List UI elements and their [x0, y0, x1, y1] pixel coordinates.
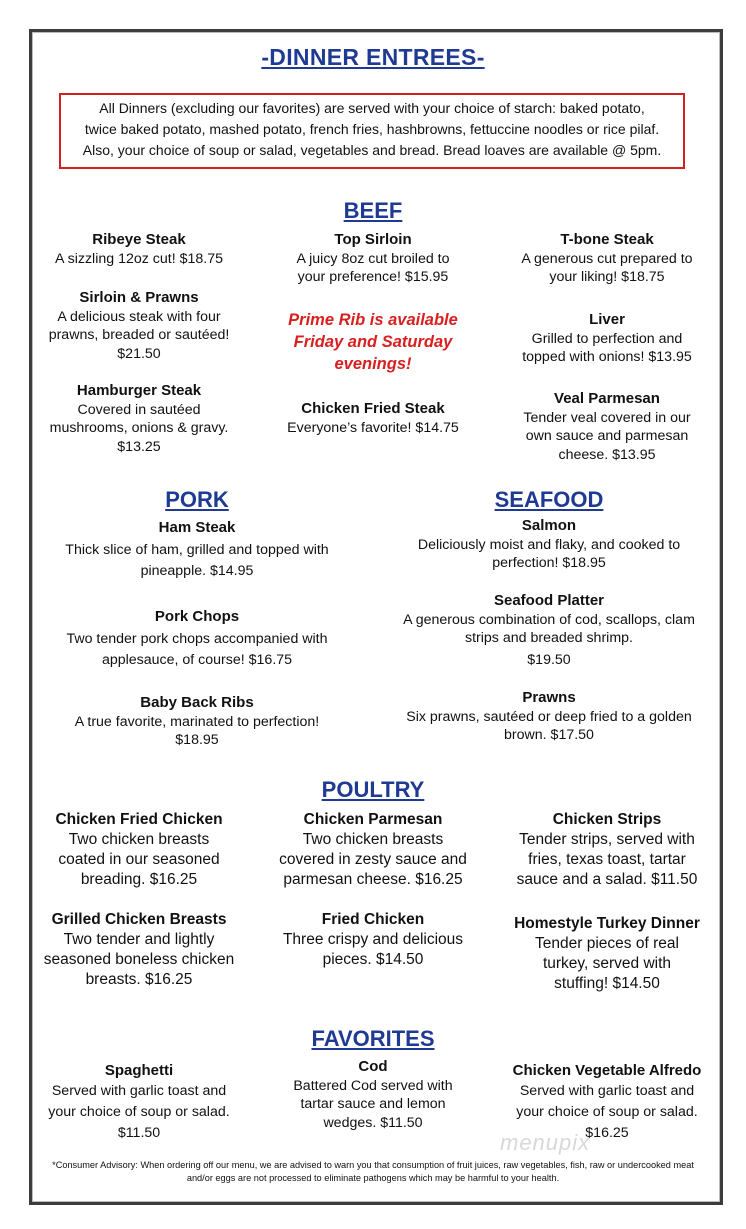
item-desc: $21.50: [117, 345, 161, 362]
notice-line: Prime Rib is available: [288, 311, 458, 329]
menu-item-veal-parmesan: [507, 390, 707, 464]
item-name: Ham Steak: [158, 519, 236, 536]
consumer-advisory: [40, 1159, 706, 1185]
item-name: Sirloin & Prawns: [79, 289, 199, 306]
menu-item-salmon: [389, 517, 709, 573]
menu-item-baby-back-ribs: [47, 694, 347, 750]
item-desc: pineapple. $14.95: [140, 563, 254, 579]
menu-item-top-sirloin: [273, 231, 473, 287]
item-desc: applesauce, of course! $16.75: [101, 652, 293, 668]
item-desc: Tender veal covered in our: [523, 409, 691, 426]
item-name: Top Sirloin: [334, 231, 412, 248]
menu-item-fried-chicken: [263, 910, 483, 970]
menu-item-sirloin-prawns: [39, 289, 239, 363]
watermark: menupix: [500, 1130, 591, 1155]
item-desc: $13.25: [117, 438, 161, 455]
menu-item-chicken-strips: [497, 810, 717, 890]
item-desc: breading. $16.25: [80, 871, 198, 888]
item-desc: your liking! $18.75: [549, 269, 665, 285]
item-desc: turkey, served with: [542, 955, 672, 972]
item-name: Hamburger Steak: [76, 382, 202, 399]
menu-item-chicken-fried-chicken: [34, 810, 244, 890]
item-desc: Two chicken breasts: [68, 831, 210, 848]
item-desc: sauce and a salad. $11.50: [516, 871, 698, 888]
advisory-line: *Consumer Advisory: When ordering off our menu, we are advised to warn you that consumption of fruit juices, raw vegetables, fish, raw or undercooked meat: [52, 1160, 694, 1170]
item-name: Homestyle Turkey Dinner: [514, 915, 700, 932]
item-desc: parmesan cheese. $16.25: [283, 871, 463, 888]
item-desc: $18.95: [175, 732, 219, 748]
seafood-heading: SEAFOOD: [494, 487, 604, 512]
menu-item-chicken-parmesan: [263, 810, 483, 890]
item-desc: Covered in sautéed: [77, 401, 201, 418]
menu-item-tbone: [507, 231, 707, 287]
item-desc: Tender strips, served with: [519, 831, 695, 848]
item-desc: strips and breaded shrimp.: [465, 630, 633, 646]
item-desc: Two chicken breasts: [302, 831, 444, 848]
item-desc: Battered Cod served with: [293, 1077, 453, 1094]
item-name: Ribeye Steak: [92, 231, 186, 248]
item-desc: A delicious steak with four: [57, 308, 221, 325]
item-name: Chicken Strips: [552, 811, 662, 828]
item-desc: Served with garlic toast and: [519, 1083, 695, 1099]
item-desc: seasoned boneless chicken: [43, 951, 235, 968]
item-desc: Deliciously moist and flaky, and cooked to: [417, 536, 681, 553]
item-desc: A sizzling 12oz cut! $18.75: [55, 250, 223, 267]
item-name: Prawns: [522, 689, 576, 706]
menu-item-spaghetti: [34, 1060, 244, 1144]
item-desc: $11.50: [117, 1125, 161, 1141]
item-desc: Tender pieces of real: [535, 935, 679, 952]
item-desc: your choice of soup or salad.: [48, 1104, 230, 1120]
item-desc: Everyone’s favorite! $14.75: [287, 419, 459, 436]
item-desc: $19.50: [527, 651, 571, 668]
item-desc: tartar sauce and lemon: [300, 1096, 446, 1112]
item-name: Chicken Fried Steak: [301, 400, 445, 417]
item-desc: coated in our seasoned: [58, 851, 220, 868]
item-desc: wedges. $11.50: [323, 1114, 423, 1131]
advisory-line: and/or eggs are not processed to eliminate pathogens which may be harmful to your health.: [186, 1173, 560, 1183]
menu-item-ham-steak: [47, 519, 347, 581]
item-name: Grilled Chicken Breasts: [51, 911, 227, 928]
item-desc: Grilled to perfection and: [531, 330, 683, 347]
item-name: Seafood Platter: [493, 592, 605, 609]
menu-item-homestyle-turkey-dinner: [497, 914, 717, 994]
note-line: twice baked potato, mashed potato, french fries, hashbrowns, fettuccine noodles or rice pilaf.: [84, 121, 660, 137]
item-desc: $16.25: [585, 1125, 629, 1141]
menu-item-cod: [263, 1058, 483, 1132]
item-desc: Two tender pork chops accompanied with: [66, 630, 328, 647]
item-name: Chicken Fried Chicken: [55, 811, 223, 828]
item-desc: covered in zesty sauce and: [279, 851, 467, 868]
dinner-note: [59, 93, 685, 169]
item-name: T-bone Steak: [560, 231, 654, 248]
prime-rib-notice: [263, 309, 483, 375]
menu-item-pork-chops: [47, 608, 347, 670]
item-desc: pieces. $14.50: [322, 951, 424, 968]
pork-heading: PORK: [165, 487, 229, 512]
notice-line: Friday and Saturday: [293, 333, 453, 351]
item-desc: brown. $17.50: [504, 727, 594, 743]
poultry-heading: POULTRY: [321, 777, 425, 802]
item-desc: Thick slice of ham, grilled and topped with: [65, 541, 329, 558]
item-name: Cod: [358, 1058, 388, 1075]
item-name: Salmon: [521, 517, 577, 534]
menu-item-hamburger-steak: [39, 382, 239, 456]
item-desc: perfection! $18.95: [492, 555, 606, 571]
item-desc: your choice of soup or salad.: [516, 1104, 698, 1120]
item-name: Veal Parmesan: [554, 390, 660, 407]
beef-heading: BEEF: [343, 198, 403, 223]
item-name: Liver: [589, 311, 625, 328]
item-desc: cheese. $13.95: [558, 446, 656, 463]
note-line: Also, your choice of soup or salad, vegetables and bread. Bread loaves are available @ 5pm.: [82, 142, 662, 158]
item-desc: A generous cut prepared to: [521, 250, 693, 267]
item-desc: A generous combination of cod, scallops, clam: [403, 611, 695, 628]
item-desc: A true favorite, marinated to perfection!: [74, 713, 320, 730]
item-name: Chicken Vegetable Alfredo: [512, 1062, 702, 1079]
item-desc: own sauce and parmesan: [525, 428, 689, 444]
notice-line: evenings!: [334, 355, 412, 373]
item-name: Baby Back Ribs: [140, 694, 254, 711]
item-desc: Six prawns, sautéed or deep fried to a golden: [406, 708, 692, 725]
menu-item-chicken-fried-steak: [273, 400, 473, 437]
favorites-heading: FAVORITES: [311, 1026, 435, 1051]
item-name: Spaghetti: [104, 1062, 174, 1079]
item-desc: Served with garlic toast and: [51, 1083, 227, 1099]
item-desc: breasts. $16.25: [85, 971, 193, 988]
menu-item-grilled-chicken-breasts: [34, 910, 244, 990]
menu-item-liver: [507, 311, 707, 367]
item-desc: Three crispy and delicious: [282, 931, 464, 948]
item-desc: Two tender and lightly: [63, 931, 215, 948]
page-title: -DINNER ENTREES-: [261, 44, 485, 70]
item-desc: your preference! $15.95: [297, 269, 449, 285]
item-desc: fries, texas toast, tartar: [528, 851, 686, 868]
item-name: Fried Chicken: [321, 911, 425, 928]
menu-item-ribeye: [39, 231, 239, 268]
item-desc: topped with onions! $13.95: [522, 349, 692, 365]
item-desc: A juicy 8oz cut broiled to: [296, 250, 450, 267]
menu-item-prawns: [389, 689, 709, 745]
menu-item-seafood-platter: [389, 592, 709, 669]
item-desc: stuffing! $14.50: [554, 975, 660, 992]
item-desc: mushrooms, onions & gravy.: [49, 420, 229, 436]
item-name: Pork Chops: [154, 608, 240, 625]
note-line: All Dinners (excluding our favorites) are served with your choice of starch: baked potato,: [99, 100, 645, 116]
item-name: Chicken Parmesan: [303, 811, 443, 828]
item-desc: prawns, breaded or sautéed!: [48, 327, 230, 343]
